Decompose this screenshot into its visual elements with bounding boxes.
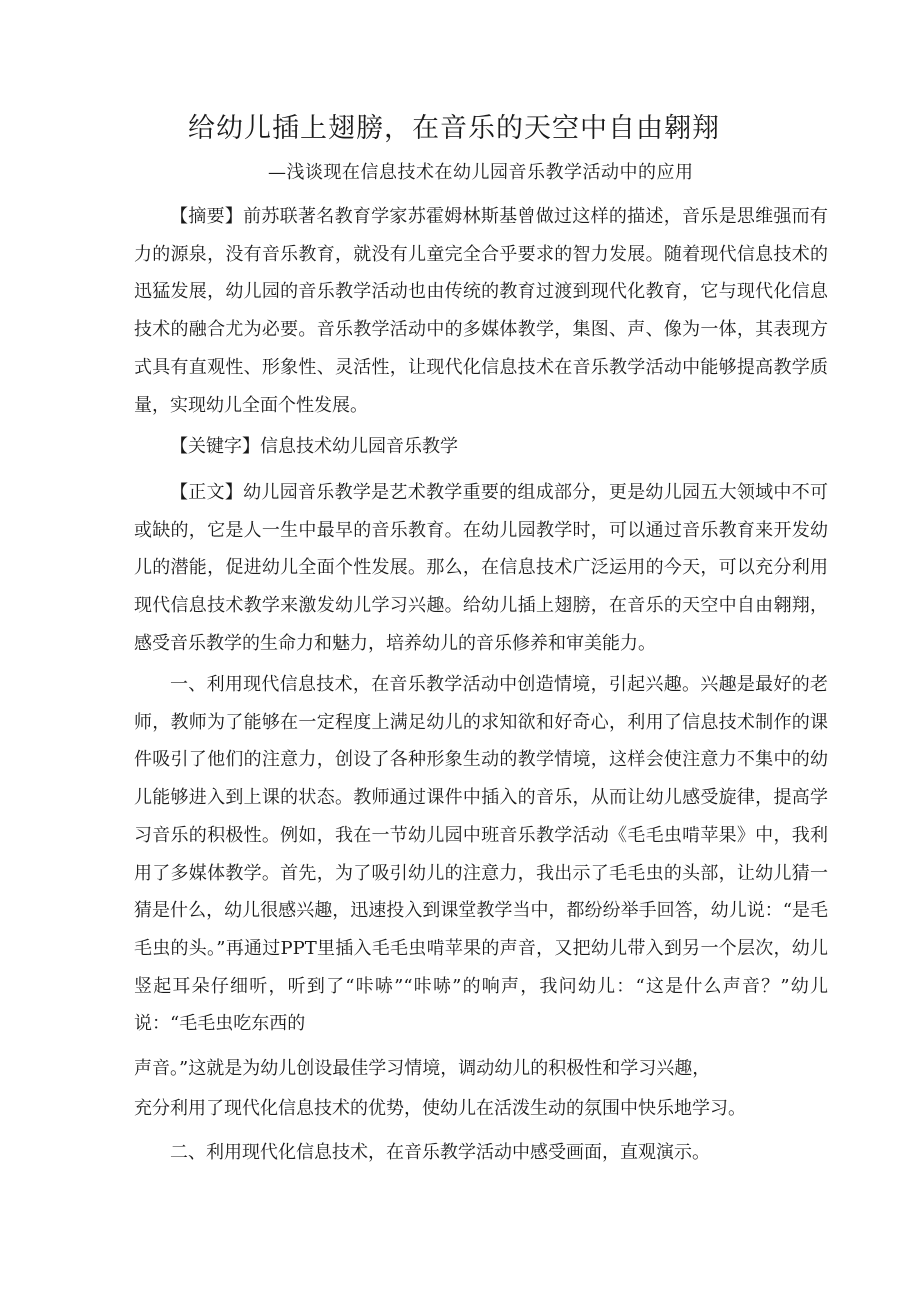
doc-title: 给幼儿插上翅膀，在音乐的天空中自由翱翔 (188, 113, 720, 144)
section2-heading: 二、利用现代化信息技术，在音乐教学活动中感受画面，直观演示。 (170, 1142, 710, 1163)
section1-paragraph: 一、利用现代信息技术，在音乐教学活动中创造情境，引起兴趣。兴趣是最好的老师，教师为了能够在一定程度上满足幼儿的求知欲和好奇心，利用了信息技术制作的课件吸引了他们的注意力，创设了各种形象生动的教学情境，这样会使注意力不集中的幼儿能够进入到上课的状态。教师通过课件中插入的音乐，从而让幼儿感受旋律，提高学习音乐的积极性。例如，我在一节幼儿园中班音乐教学活动《毛毛虫啃苹果》中，我利用了多媒体教学。首先，为了吸引幼儿的注意力，我出示了毛毛虫的头部，让幼儿猜一猜是什么，幼儿很感兴趣，迅速投入到课堂教学当中，都纷纷举手回答，幼儿说：“是毛毛虫的头。”再通过PPT里插入毛毛虫啃苹果的声音，又把幼儿带入到另一个层次，幼儿竖起耳朵仔细听，听到了“咔哧”“咔哧”的响声，我问幼儿：“这是什么声音？”幼儿说：“毛毛虫吃东西的 (134, 674, 828, 1035)
body-intro-paragraph: 【正文】幼儿园音乐教学是艺术教学重要的组成部分，更是幼儿园五大领域中不可或缺的，它是人一生中最早的音乐教育。在幼儿园教学时，可以通过音乐教育来开发幼儿的潜能，促进幼儿全面个性发展。那么，在信息技术广泛运用的今天，可以充分利用现代信息技术教学来激发幼儿学习兴趣。给幼儿插上翅膀，在音乐的天空中自由翱翔，感受音乐教学的生命力和魅力，培养幼儿的音乐修养和审美能力。 (134, 482, 828, 654)
section1-line-3: 充分利用了现代化信息技术的优势，使幼儿在活泼生动的氛围中快乐地学习。 (134, 1098, 746, 1119)
section1-line-2: 声音。”这就是为幼儿创设最佳学习情境，调动幼儿的积极性和学习兴趣， (134, 1058, 711, 1079)
abstract-paragraph: 【摘要】前苏联著名教育学家苏霍姆林斯基曾做过这样的描述，音乐是思维强而有力的源泉，没有音乐教育，就没有儿童完全合乎要求的智力发展。随着现代信息技术的迅猛发展，幼儿园的音乐教学活动也由传统的教育过渡到现代化教育，它与现代化信息技术的融合尤为必要。音乐教学活动中的多媒体教学，集图、声、像为一体，其表现方式具有直观性、形象性、灵活性，让现代化信息技术在音乐教学活动中能够提高教学质量，实现幼儿全面个性发展。 (134, 206, 828, 416)
keywords-paragraph: 【关键字】信息技术幼儿园音乐教学 (170, 436, 458, 457)
doc-subtitle: —浅谈现在信息技术在幼儿园音乐教学活动中的应用 (268, 162, 694, 183)
